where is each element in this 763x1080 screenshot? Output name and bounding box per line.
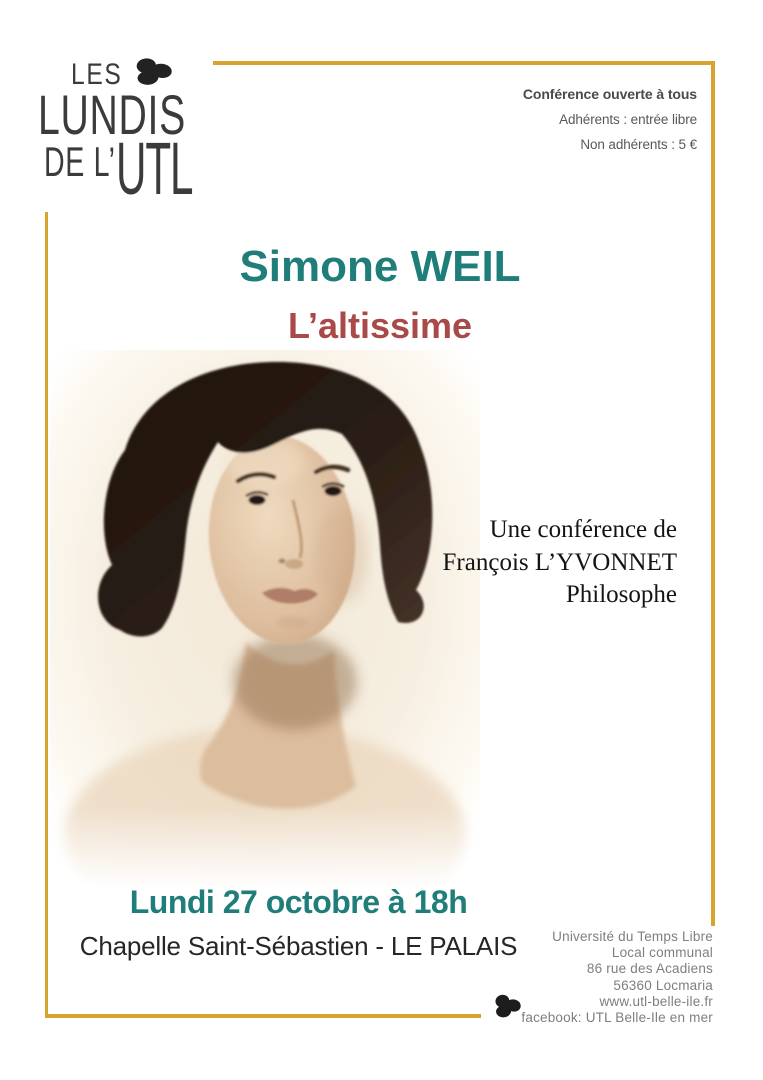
portrait-photo-simone-weil	[50, 350, 480, 890]
frame-border-top	[213, 61, 715, 65]
contact-line-city: 56360 Locmaria	[613, 977, 713, 993]
conference-subtitle: L’altissime	[287, 305, 473, 346]
frame-border-right	[711, 61, 715, 926]
logo-word-lundis: LUNDIS	[38, 83, 186, 146]
conference-title: Simone WEIL	[239, 242, 521, 291]
contact-line-website: www.utl-belle-ile.fr	[599, 993, 713, 1009]
contact-line-venue: Local communal	[611, 945, 713, 961]
event-venue: Chapelle Saint-Sébastien - LE PALAIS	[79, 931, 518, 961]
admission-info	[523, 82, 697, 157]
event-datetime: Lundi 27 octobre à 18h	[129, 884, 468, 920]
admission-members: Adhérents : entrée libre	[559, 112, 697, 127]
contact-block	[521, 929, 713, 1026]
admission-non-members: Non adhérents : 5 €	[580, 137, 697, 152]
contact-line-organization: Université du Temps Libre	[552, 929, 713, 944]
logo-word-les: LES	[71, 58, 123, 91]
event-block	[46, 884, 551, 962]
speaker-name: François L’YVONNET	[442, 548, 677, 576]
logo-word-de-l: DE L’	[44, 138, 116, 185]
speaker-block	[443, 514, 677, 612]
logo-word-utl: UTL	[116, 127, 193, 210]
contact-line-facebook: facebook: UTL Belle-Ile en mer	[521, 1010, 713, 1026]
speaker-intro: Une conférence de	[489, 516, 677, 543]
title-block	[46, 242, 714, 347]
footer-triskelion-icon	[490, 992, 523, 1020]
admission-heading: Conférence ouverte à tous	[522, 86, 697, 102]
frame-border-bottom	[45, 1014, 481, 1018]
contact-line-street: 86 rue des Acadiens	[586, 961, 713, 977]
speaker-role: Philosophe	[565, 581, 677, 608]
